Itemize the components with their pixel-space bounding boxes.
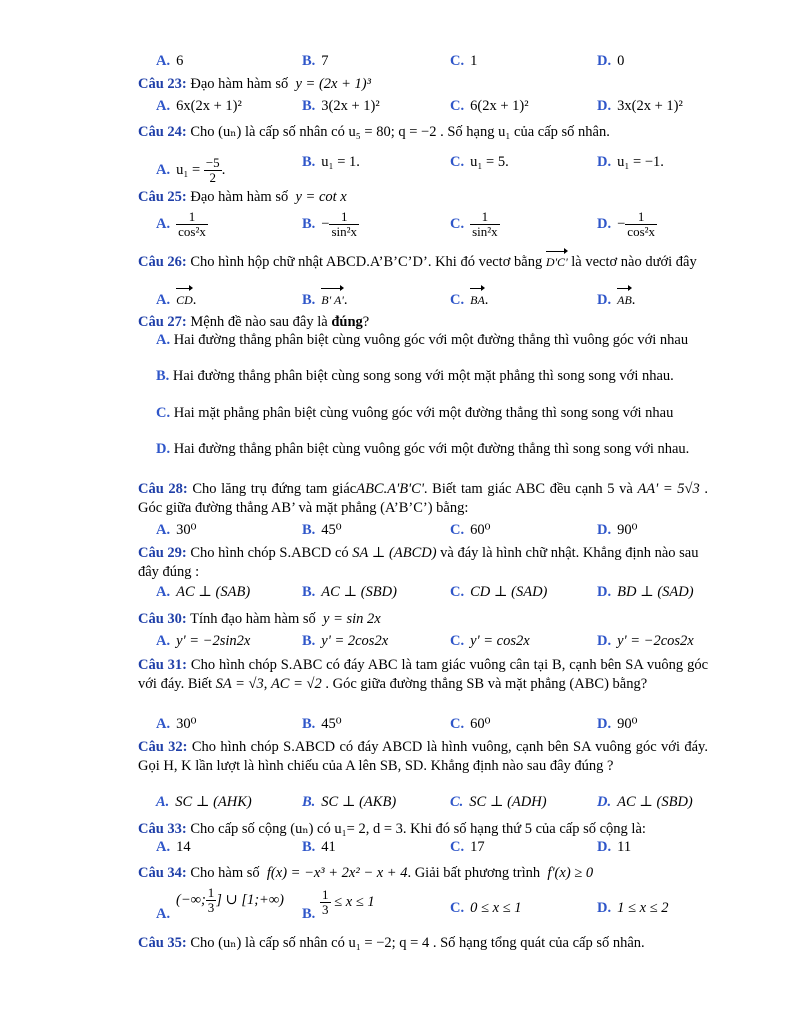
q34-option-b-label[interactable]: B. <box>302 906 316 922</box>
q23-option-b[interactable]: B. 3(2x + 1)² <box>302 98 380 114</box>
q24-option-c[interactable]: C. u₁ = 5. <box>450 154 509 170</box>
q30-option-a[interactable]: A. y' = −2sin2x <box>156 633 251 649</box>
q33-option-c[interactable]: C. 17 <box>450 839 485 855</box>
q25-option-b[interactable]: B. − $\frac{1}{\text{sin²x}}$ <box>302 209 358 239</box>
q23-option-a[interactable]: A. 6x(2x + 1)² <box>156 98 242 114</box>
q27-option-a[interactable]: A. Hai đường thẳng phân biệt cùng vuông góc với một đường thẳng thì vuông góc với nhau <box>156 332 689 348</box>
q24-option-b[interactable]: B. u₁ = 1. <box>302 154 360 170</box>
q31-option-b[interactable]: B. 45⁰ <box>302 716 342 732</box>
q34-stem: Câu 34: Cho hàm số f(x) = −x³ + 2x² − x + 4. Giải bất phương trình f'(x) ≥ 0 <box>138 865 594 881</box>
q28-option-d[interactable]: D. 90⁰ <box>597 522 638 538</box>
q29-option-d[interactable]: D. BD ⊥ (SAD) <box>597 584 694 600</box>
q31-stem: Câu 31: Cho hình chóp S.ABC có đáy ABC là tam giác vuông cân tại B, cạnh bên SA vuông góc với đáy. Biết SA = √3, AC = √2 . Góc giữa đường thẳng SB và mặt phẳng (ABC) bằng? <box>138 657 709 692</box>
q28-option-a[interactable]: A. 30⁰ <box>156 522 197 538</box>
fraction: $\frac{1}{3}$ <box>322 887 329 917</box>
q23-option-c[interactable]: C. 6(2x + 1)² <box>450 98 529 114</box>
q33-options <box>156 837 716 857</box>
q25-option-a[interactable]: A. $\frac{1}{\text{cos²x}}$ <box>156 209 206 239</box>
q22-options <box>156 51 716 71</box>
q26-stem: Câu 26: Cho hình hộp chữ nhật ABCD.A’B’C’D’. Khi đó vectơ bằng D'C' là vectơ nào dưới đây <box>138 254 697 270</box>
fraction: $\frac{1}{\text{sin²x}}$ <box>472 209 498 239</box>
q25-stem: Câu 25: Đạo hàm hàm số y = cot x <box>138 189 347 205</box>
q29-option-a[interactable]: A. AC ⊥ (SAB) <box>156 584 251 600</box>
q32-option-d[interactable]: D. AC ⊥ (SBD) <box>597 794 693 810</box>
q26-option-d[interactable]: D. AB. <box>597 292 636 308</box>
q32-option-b[interactable]: B. SC ⊥ (AKB) <box>302 794 397 810</box>
q23-options <box>156 96 716 116</box>
q29-option-b[interactable]: B. AC ⊥ (SBD) <box>302 584 397 600</box>
fraction: $\frac{1}{3}$ <box>207 885 215 915</box>
q29-stem: Câu 29: Cho hình chóp S.ABCD có SA ⊥ (ABCD) và đáy là hình chữ nhật. Khẳng định nào sau đây đúng : <box>138 545 699 580</box>
q31-options <box>156 714 716 734</box>
q22-option-b[interactable]: B. 7 <box>302 53 329 69</box>
q32-option-a[interactable]: A. SC ⊥ (AHK) <box>156 794 252 810</box>
q22-option-c[interactable]: C. 1 <box>450 53 478 69</box>
q32-option-c[interactable]: C. SC ⊥ (ADH) <box>450 794 547 810</box>
q24-options <box>156 150 716 184</box>
q28-option-c[interactable]: C. 60⁰ <box>450 522 491 538</box>
fraction: $\frac{1}{\text{sin²x}}$ <box>331 209 358 239</box>
q30-option-d[interactable]: D. y' = −2cos2x <box>597 633 694 649</box>
q26-option-a[interactable]: A. CD. <box>156 292 197 308</box>
q30-stem: Câu 30: Tính đạo hàm hàm số y = sin 2x <box>138 611 381 627</box>
q34-option-a[interactable]: (−∞; $\frac{1}{3}$ ] ∪ [1;+∞) <box>176 885 284 915</box>
q30-options <box>156 631 716 651</box>
q22-option-a[interactable]: A. 6 <box>156 53 184 69</box>
q33-option-d[interactable]: D. 11 <box>597 839 632 855</box>
q34-options <box>156 884 716 928</box>
q22-option-d[interactable]: D. 0 <box>597 53 625 69</box>
q33-option-a[interactable]: A. 14 <box>156 839 191 855</box>
q27-stem: Câu 27: Mệnh đề nào sau đây là đúng? <box>138 314 370 330</box>
q33-option-b[interactable]: B. 41 <box>302 839 336 855</box>
q33-stem: Câu 33: Cho cấp số cộng (uₙ) có u₁= 2, d = 3. Khi đó số hạng thứ 5 của cấp số cộng là: <box>138 821 646 837</box>
q28-options <box>156 520 716 540</box>
q31-option-c[interactable]: C. 60⁰ <box>450 716 491 732</box>
q30-option-b[interactable]: B. y' = 2cos2x <box>302 633 389 649</box>
q35-stem: Câu 35: Cho (uₙ) là cấp số nhân có u₁ = −2; q = 4 . Số hạng tổng quát của cấp số nhân. <box>138 935 645 951</box>
q34-option-d[interactable]: D. 1 ≤ x ≤ 2 <box>597 900 669 916</box>
q26-option-b[interactable]: B. B' A'. <box>302 292 348 308</box>
q30-option-c[interactable]: C. y' = cos2x <box>450 633 530 649</box>
q25-option-d[interactable]: D. − $\frac{1}{\text{cos²x}}$ <box>597 209 656 239</box>
q28-stem: Câu 28: Cho lăng trụ đứng tam giácABC.A'B'C'. Biết tam giác ABC đều cạnh 5 và AA' = 5√3 . Góc giữa đường thẳng AB’ và mặt phẳng (A’B’C’) bằng: <box>138 481 709 516</box>
fraction: $\frac{1}{\text{cos²x}}$ <box>178 209 206 239</box>
q25-option-c[interactable]: C. $\frac{1}{\text{sin²x}}$ <box>450 209 498 239</box>
q32-stem: Câu 32: Cho hình chóp S.ABCD có đáy ABCD là hình vuông, cạnh bên SA vuông góc với đáy. Gọi H, K lần lượt là hình chiếu của A lên SB, SD. Khẳng định nào sau đây đúng ? <box>138 739 708 774</box>
q24-option-d[interactable]: D. u₁ = −1. <box>597 154 664 170</box>
q26-option-c[interactable]: C. BA. <box>450 292 489 308</box>
q31-option-a[interactable]: A. 30⁰ <box>156 716 197 732</box>
q26-options <box>156 290 716 310</box>
q25-options <box>156 208 716 246</box>
fraction: $\frac{-5}{2}$ <box>205 155 220 185</box>
q24-stem: Câu 24: Cho (uₙ) là cấp số nhân có u₅ = 80; q = −2 . Số hạng u₁ của cấp số nhân. <box>138 124 610 140</box>
q34-option-a-label[interactable]: A. <box>156 906 171 922</box>
q34-option-c[interactable]: C. 0 ≤ x ≤ 1 <box>450 900 522 916</box>
q24-option-a[interactable]: A. u₁ = $\frac{-5}{2}$ . <box>156 155 226 185</box>
q28-option-b[interactable]: B. 45⁰ <box>302 522 342 538</box>
q32-options <box>156 792 716 812</box>
q23-stem: Câu 23: Đạo hàm hàm số y = (2x + 1)³ <box>138 76 371 92</box>
q29-option-c[interactable]: C. CD ⊥ (SAD) <box>450 584 548 600</box>
q27-option-b[interactable]: B. Hai đường thẳng phân biệt cùng song song với một mặt phẳng thì song song với nhau. <box>156 368 674 384</box>
q31-option-d[interactable]: D. 90⁰ <box>597 716 638 732</box>
q27-option-d[interactable]: D. Hai đường thẳng phân biệt cùng vuông góc với một đường thẳng thì song song với nhau. <box>156 441 690 457</box>
q23-option-d[interactable]: D. 3x(2x + 1)² <box>597 98 683 114</box>
q29-options <box>156 582 716 602</box>
fraction: $\frac{1}{\text{cos²x}}$ <box>627 209 656 239</box>
q27-option-c[interactable]: C. Hai mặt phẳng phân biệt cùng vuông góc với một đường thẳng thì song song với nhau <box>156 405 674 421</box>
q34-option-b[interactable]: $\frac{1}{3}$ ≤ x ≤ 1 <box>322 887 375 917</box>
